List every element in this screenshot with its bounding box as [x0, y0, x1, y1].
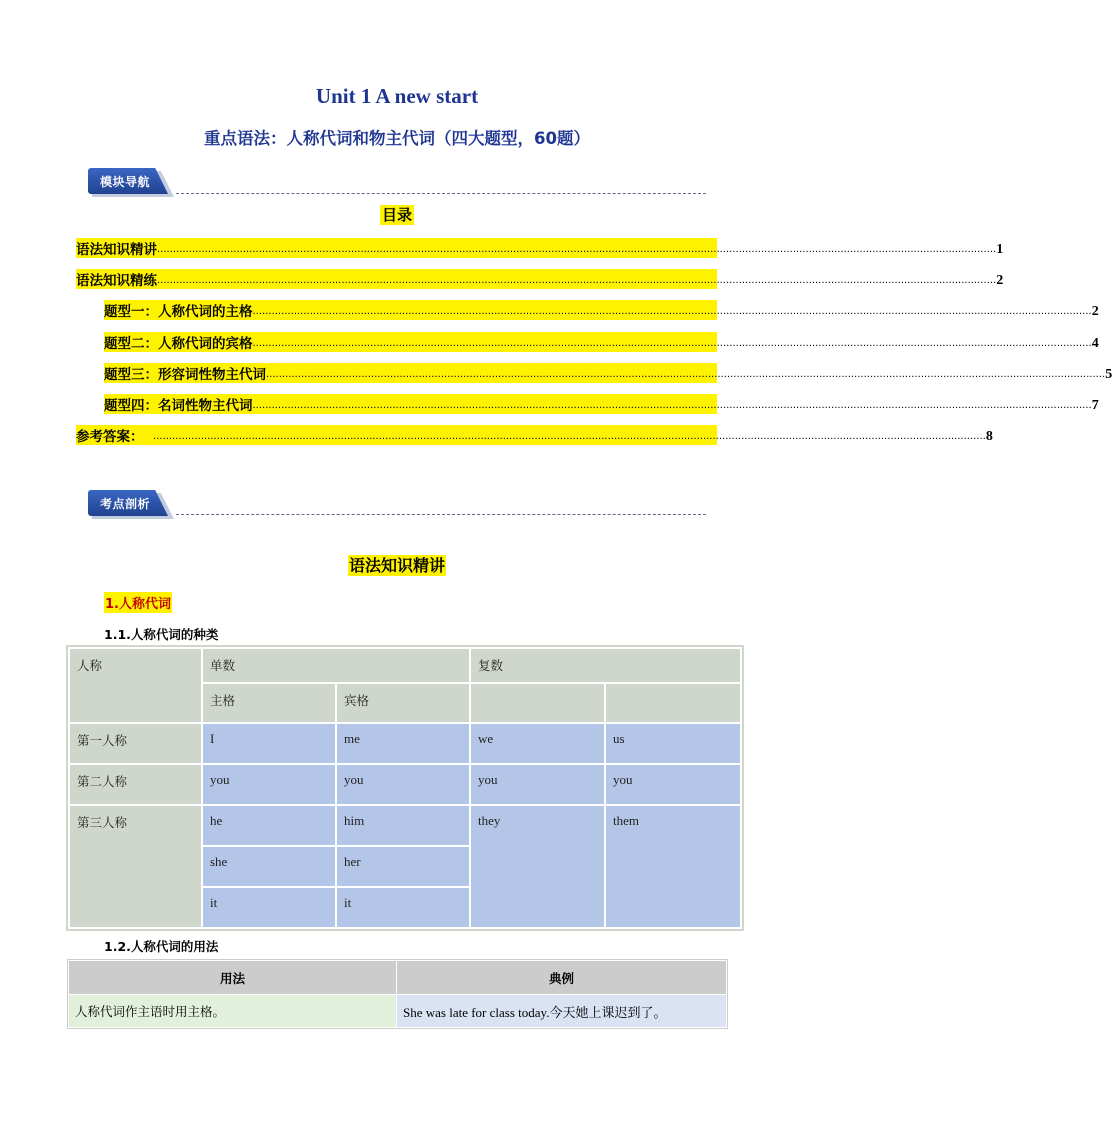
toc-item-page: 7: [1091, 398, 1099, 413]
table-cell: us: [605, 723, 741, 764]
person-label: 第二人称: [69, 764, 202, 805]
section-title: 语法知识精讲: [348, 556, 445, 575]
table-cell: you: [336, 764, 470, 805]
header-empty-cell: [605, 683, 741, 723]
person-label: 第三人称: [69, 805, 202, 928]
divider-line: [176, 193, 706, 194]
analysis-tag: [88, 490, 174, 516]
usage-table: [68, 960, 727, 1028]
toc-leader-dots: ........................................................................................................................................................................................................................................................................: [266, 369, 1106, 380]
toc-leader-dots: ........................................................................................................................................................................................................................................................................: [252, 338, 1092, 349]
toc-item-text: 题型三：形容词性物主代词: [104, 367, 266, 383]
usage-header: 用法: [69, 961, 397, 995]
toc-item[interactable]: [104, 394, 1099, 414]
table-row: [69, 995, 727, 1028]
table-cell: you: [470, 764, 605, 805]
header-plural: 复数: [470, 648, 741, 683]
toc-item-page: 5: [1105, 367, 1112, 382]
toc-item-page: 8: [985, 429, 993, 444]
toc-item[interactable]: [76, 269, 1004, 289]
toc-leader-dots: ........................................................................................................................................................................................................................................................................: [252, 400, 1092, 411]
divider-line: [176, 514, 706, 515]
toc-heading: 目录: [381, 206, 412, 224]
table-cell: it: [336, 887, 470, 928]
toc-leader-dots: ......................................................................................................................................................................................................................................................................: [143, 431, 986, 442]
example-cell: She was late for class today.今天她上课迟到了。: [397, 995, 727, 1028]
analysis-tag-label: 考点剖析: [100, 497, 151, 511]
table-cell: he: [202, 805, 336, 846]
header-empty-cell: [470, 683, 605, 723]
module-nav-tag: [88, 168, 174, 194]
toc-item-page: 2: [996, 273, 1004, 288]
toc-leader-dots: ........................................................................................................................................................................................................................................................................: [252, 306, 1092, 317]
table-cell: we: [470, 723, 605, 764]
toc-leader-dots: ........................................................................................................................................................................................................................................................................: [157, 244, 997, 255]
toc-item-page: 1: [996, 242, 1004, 257]
table-cell: it: [202, 887, 336, 928]
table-cell: I: [202, 723, 336, 764]
table-cell: they: [470, 805, 605, 928]
toc-item[interactable]: [104, 332, 1099, 352]
module-nav-label: 模块导航: [100, 175, 151, 189]
toc-item-page: 2: [1091, 304, 1099, 319]
table-cell: you: [202, 764, 336, 805]
toc-item[interactable]: [104, 300, 1099, 320]
header-singular: 单数: [202, 648, 470, 683]
example-header: 典例: [397, 961, 727, 995]
table-row: [69, 805, 741, 846]
table-cell: her: [336, 846, 470, 887]
toc-item-text: 语法知识精讲: [76, 242, 157, 258]
table-cell: she: [202, 846, 336, 887]
toc-item-text: 参考答案：: [76, 429, 144, 445]
toc-item-text: 题型一：人称代词的主格: [104, 304, 253, 320]
table-cell: me: [336, 723, 470, 764]
toc-item-text: 题型四：名词性物主代词: [104, 398, 253, 414]
person-label: 第一人称: [69, 723, 202, 764]
pronoun-table: [68, 647, 742, 929]
table-cell: him: [336, 805, 470, 846]
toc-item[interactable]: [104, 363, 1112, 383]
header-subject-case: 主格: [202, 683, 336, 723]
table-cell: them: [605, 805, 741, 928]
toc-leader-dots: ........................................................................................................................................................................................................................................................................: [157, 275, 997, 286]
usage-cell: 人称代词作主语时用主格。: [69, 995, 397, 1028]
heading-personal-pronoun: 1.人称代词: [104, 592, 172, 613]
document-title: Unit 1 A new start: [315, 84, 479, 108]
table-cell: you: [605, 764, 741, 805]
toc-item[interactable]: [76, 238, 1004, 258]
heading-pronoun-usage: 1.2.人称代词的用法: [104, 939, 219, 954]
toc-item-text: 题型二：人称代词的宾格: [104, 336, 253, 352]
toc-item-page: 4: [1091, 336, 1099, 351]
toc-item-text: 语法知识精练: [76, 273, 157, 289]
heading-pronoun-kinds: 1.1.人称代词的种类: [104, 627, 219, 642]
header-object-case: 宾格: [336, 683, 470, 723]
table-row: [69, 764, 741, 805]
header-person: 人称: [69, 648, 202, 723]
toc-item[interactable]: [76, 425, 993, 445]
document-subtitle: 重点语法：人称代词和物主代词（四大题型，60题）: [204, 129, 590, 148]
table-row: [69, 723, 741, 764]
